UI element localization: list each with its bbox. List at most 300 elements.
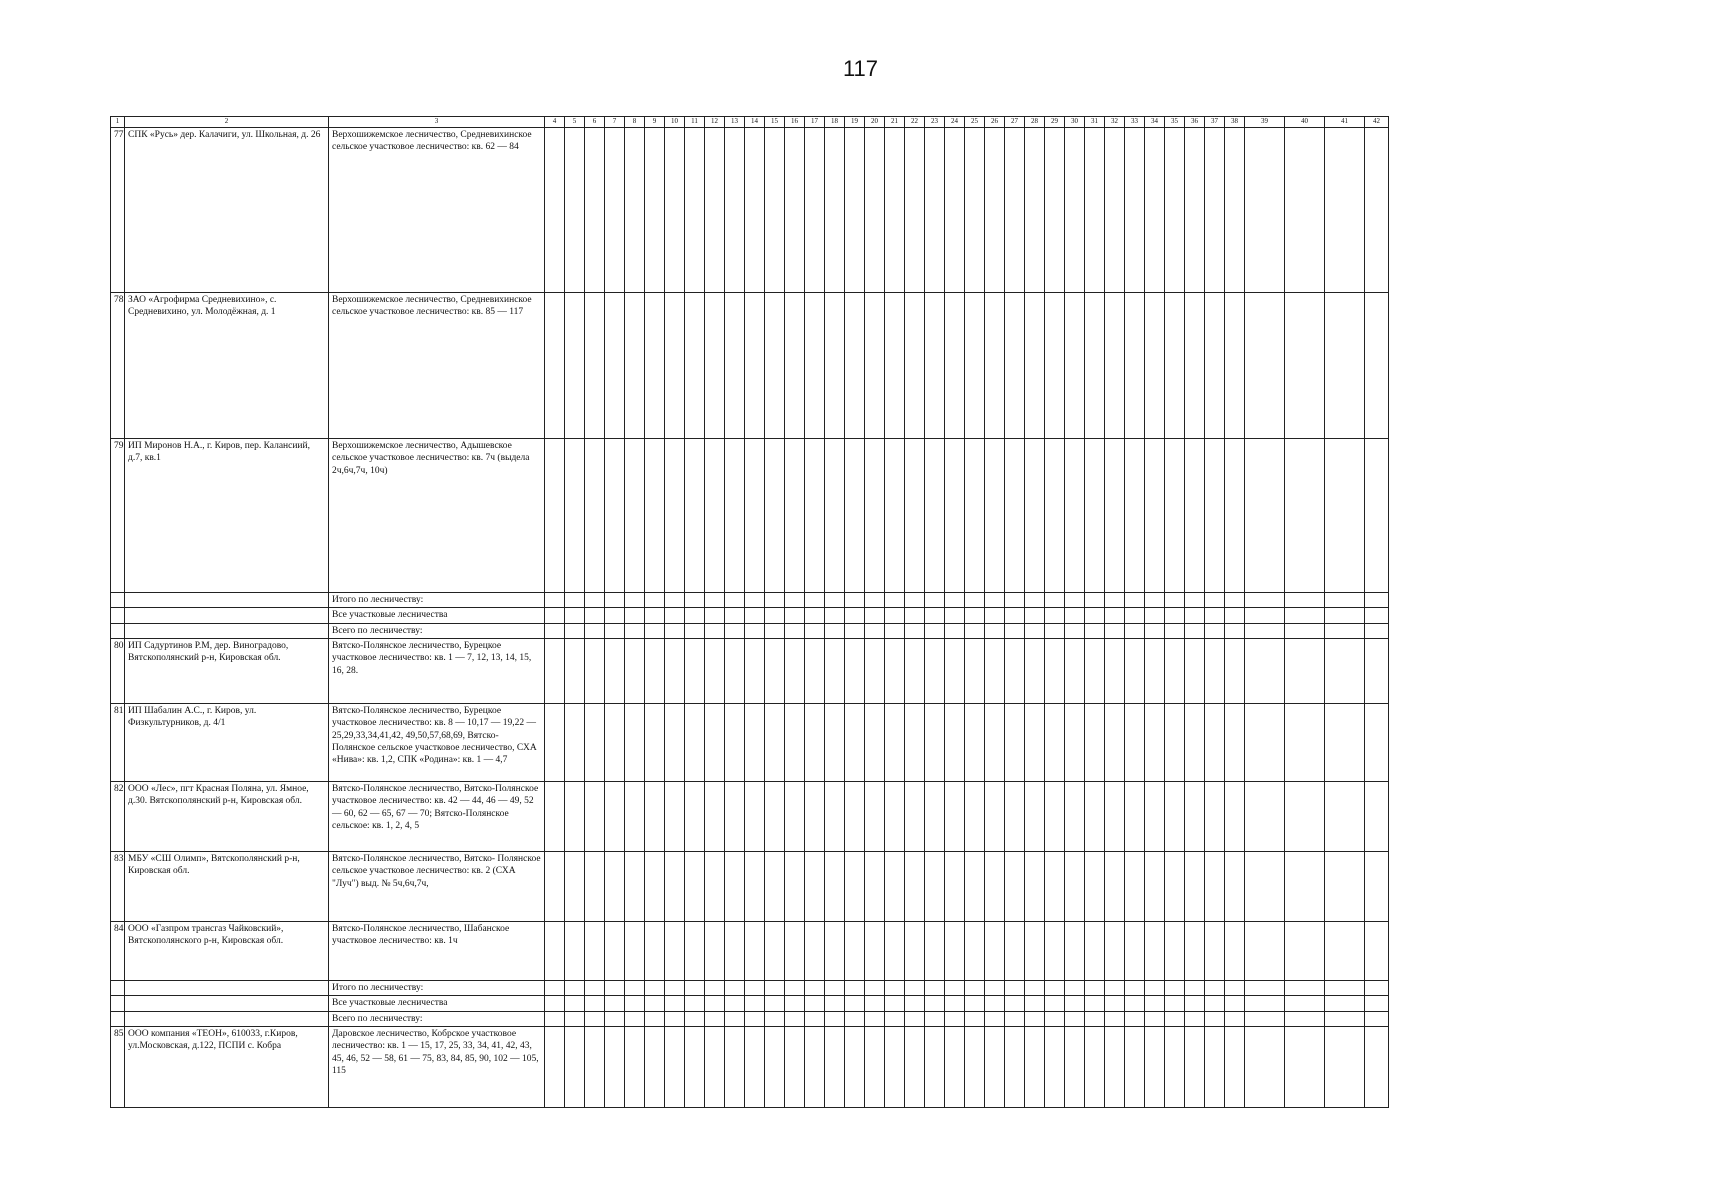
header-cell: 42 [1365, 117, 1389, 128]
column-14-cell [745, 782, 765, 852]
column-9-cell [645, 782, 665, 852]
total-value-cell [985, 608, 1005, 623]
column-10-cell [665, 1027, 685, 1108]
column-4-cell [545, 704, 565, 782]
total-value-cell [685, 593, 705, 608]
column-30-cell [1065, 128, 1085, 293]
total-value-cell [1005, 1011, 1025, 1026]
total-value-cell [1245, 981, 1285, 996]
total-value-cell [985, 623, 1005, 638]
column-35-cell [1165, 852, 1185, 922]
column-40-cell [1285, 439, 1325, 593]
column-16-cell [785, 639, 805, 704]
total-value-cell [665, 996, 685, 1011]
column-10-cell [665, 439, 685, 593]
header-cell: 30 [1065, 117, 1085, 128]
total-value-cell [845, 608, 865, 623]
column-31-cell [1085, 293, 1105, 439]
column-40-cell [1285, 293, 1325, 439]
header-cell: 18 [825, 117, 845, 128]
total-blank-cell [125, 623, 329, 638]
column-25-cell [965, 1027, 985, 1108]
total-value-cell [705, 593, 725, 608]
total-value-cell [785, 996, 805, 1011]
column-25-cell [965, 704, 985, 782]
total-value-cell [725, 608, 745, 623]
column-36-cell [1185, 922, 1205, 981]
column-11-cell [685, 439, 705, 593]
column-42-cell [1365, 782, 1389, 852]
total-value-cell [1085, 996, 1105, 1011]
column-37-cell [1205, 852, 1225, 922]
column-15-cell [765, 128, 785, 293]
column-23-cell [925, 782, 945, 852]
total-value-cell [1225, 1011, 1245, 1026]
column-7-cell [605, 128, 625, 293]
total-value-cell [1045, 623, 1065, 638]
column-27-cell [1005, 639, 1025, 704]
column-17-cell [805, 639, 825, 704]
column-7-cell [605, 1027, 625, 1108]
header-cell: 7 [605, 117, 625, 128]
column-28-cell [1025, 782, 1045, 852]
column-7-cell [605, 439, 625, 593]
column-39-cell [1245, 782, 1285, 852]
column-38-cell [1225, 782, 1245, 852]
column-13-cell [725, 922, 745, 981]
column-14-cell [745, 293, 765, 439]
column-5-cell [565, 439, 585, 593]
total-blank-cell [111, 623, 125, 638]
column-17-cell [805, 852, 825, 922]
column-11-cell [685, 128, 705, 293]
column-23-cell [925, 293, 945, 439]
column-13-cell [725, 439, 745, 593]
table-row [111, 293, 1619, 439]
total-value-cell [1185, 981, 1205, 996]
column-15-cell [765, 782, 785, 852]
column-39-cell [1245, 922, 1285, 981]
total-value-cell [765, 593, 785, 608]
total-value-cell [1325, 1011, 1365, 1026]
column-24-cell [945, 782, 965, 852]
total-value-cell [885, 981, 905, 996]
column-6-cell [585, 782, 605, 852]
column-5-cell [565, 1027, 585, 1108]
header-cell: 22 [905, 117, 925, 128]
owner-cell: МБУ «СШ Олимп», Вятскополянский р-н, Кировская обл. [125, 852, 329, 922]
column-27-cell [1005, 439, 1025, 593]
column-22-cell [905, 293, 925, 439]
owner-cell: ООО компания «ТЕОН», 610033, г.Киров, ул.Московская, д.122, ПСПИ с. Кобра [125, 1027, 329, 1108]
owner-cell: ИП Шабалин А.С., г. Киров, ул. Физкультурников, д. 4/1 [125, 704, 329, 782]
total-value-cell [1025, 593, 1045, 608]
column-4-cell [545, 128, 565, 293]
column-18-cell [825, 639, 845, 704]
total-value-cell [1205, 593, 1225, 608]
column-16-cell [785, 128, 805, 293]
total-value-cell [705, 981, 725, 996]
column-42-cell [1365, 1027, 1389, 1108]
header-cell: 1 [111, 117, 125, 128]
column-30-cell [1065, 852, 1085, 922]
column-8-cell [625, 704, 645, 782]
column-8-cell [625, 293, 645, 439]
column-18-cell [825, 782, 845, 852]
total-value-cell [1085, 608, 1105, 623]
column-42-cell [1365, 293, 1389, 439]
total-value-cell [865, 996, 885, 1011]
total-blank-cell [111, 1011, 125, 1026]
column-22-cell [905, 704, 925, 782]
column-8-cell [625, 1027, 645, 1108]
total-value-cell [645, 996, 665, 1011]
total-blank-cell [125, 1011, 329, 1026]
column-32-cell [1105, 782, 1125, 852]
total-value-cell [685, 623, 705, 638]
column-5-cell [565, 852, 585, 922]
column-9-cell [645, 922, 665, 981]
column-32-cell [1105, 639, 1125, 704]
total-value-cell [545, 996, 565, 1011]
column-4-cell [545, 922, 565, 981]
total-value-cell [1005, 593, 1025, 608]
header-cell: 23 [925, 117, 945, 128]
column-20-cell [865, 704, 885, 782]
total-value-cell [645, 608, 665, 623]
total-value-cell [745, 981, 765, 996]
header-cell: 4 [545, 117, 565, 128]
column-21-cell [885, 293, 905, 439]
column-12-cell [705, 639, 725, 704]
column-10-cell [665, 852, 685, 922]
column-15-cell [765, 922, 785, 981]
column-35-cell [1165, 782, 1185, 852]
column-7-cell [605, 704, 625, 782]
column-32-cell [1105, 704, 1125, 782]
row-number-cell: 80 [111, 639, 125, 704]
total-value-cell [1285, 996, 1325, 1011]
total-value-cell [825, 981, 845, 996]
total-value-cell [645, 1011, 665, 1026]
total-value-cell [1045, 608, 1065, 623]
column-24-cell [945, 704, 965, 782]
total-value-cell [1285, 981, 1325, 996]
column-4-cell [545, 1027, 565, 1108]
total-value-cell [1145, 981, 1165, 996]
total-label-cell: Все участковые лесничества [329, 608, 545, 623]
column-19-cell [845, 782, 865, 852]
header-cell: 2 [125, 117, 329, 128]
column-34-cell [1145, 852, 1165, 922]
total-row [111, 1011, 1619, 1026]
total-value-cell [1105, 1011, 1125, 1026]
column-29-cell [1045, 1027, 1065, 1108]
column-14-cell [745, 852, 765, 922]
total-value-cell [605, 981, 625, 996]
column-24-cell [945, 922, 965, 981]
column-6-cell [585, 128, 605, 293]
column-13-cell [725, 639, 745, 704]
total-value-cell [1045, 1011, 1065, 1026]
total-value-cell [1065, 608, 1085, 623]
header-cell: 36 [1185, 117, 1205, 128]
column-13-cell [725, 704, 745, 782]
column-9-cell [645, 639, 665, 704]
column-37-cell [1205, 439, 1225, 593]
total-value-cell [1125, 593, 1145, 608]
total-value-cell [1105, 593, 1125, 608]
total-value-cell [985, 981, 1005, 996]
column-40-cell [1285, 922, 1325, 981]
total-value-cell [1005, 623, 1025, 638]
column-16-cell [785, 293, 805, 439]
column-33-cell [1125, 1027, 1145, 1108]
total-value-cell [885, 1011, 905, 1026]
total-value-cell [905, 1011, 925, 1026]
total-value-cell [1065, 593, 1085, 608]
column-4-cell [545, 852, 565, 922]
total-value-cell [645, 593, 665, 608]
row-number-cell: 83 [111, 852, 125, 922]
total-value-cell [1065, 623, 1085, 638]
header-cell: 32 [1105, 117, 1125, 128]
total-value-cell [1365, 608, 1389, 623]
total-value-cell [825, 996, 845, 1011]
column-19-cell [845, 639, 865, 704]
column-9-cell [645, 1027, 665, 1108]
column-20-cell [865, 639, 885, 704]
total-value-cell [925, 623, 945, 638]
column-27-cell [1005, 852, 1025, 922]
column-12-cell [705, 1027, 725, 1108]
total-value-cell [945, 996, 965, 1011]
column-20-cell [865, 128, 885, 293]
total-value-cell [745, 996, 765, 1011]
column-31-cell [1085, 1027, 1105, 1108]
total-value-cell [1025, 1011, 1045, 1026]
total-value-cell [1025, 608, 1045, 623]
total-value-cell [905, 623, 925, 638]
column-35-cell [1165, 922, 1185, 981]
header-cell: 11 [685, 117, 705, 128]
location-cell: Вятско-Полянское лесничество, Бурецкое участковое лесничество: кв. 1 — 7, 12, 13, 14, 15, 16, 28. [329, 639, 545, 704]
total-value-cell [745, 1011, 765, 1026]
total-value-cell [565, 981, 585, 996]
column-39-cell [1245, 639, 1285, 704]
total-value-cell [785, 981, 805, 996]
column-22-cell [905, 852, 925, 922]
total-value-cell [1105, 981, 1125, 996]
column-9-cell [645, 439, 665, 593]
total-value-cell [705, 623, 725, 638]
column-30-cell [1065, 439, 1085, 593]
column-8-cell [625, 639, 645, 704]
column-36-cell [1185, 704, 1205, 782]
total-value-cell [725, 996, 745, 1011]
column-29-cell [1045, 128, 1065, 293]
total-value-cell [1285, 1011, 1325, 1026]
column-29-cell [1045, 782, 1065, 852]
total-value-cell [1365, 593, 1389, 608]
column-23-cell [925, 704, 945, 782]
column-18-cell [825, 439, 845, 593]
total-blank-cell [111, 996, 125, 1011]
row-number-cell: 82 [111, 782, 125, 852]
column-42-cell [1365, 439, 1389, 593]
column-7-cell [605, 293, 625, 439]
column-20-cell [865, 852, 885, 922]
column-39-cell [1245, 1027, 1285, 1108]
total-value-cell [845, 981, 865, 996]
header-cell: 25 [965, 117, 985, 128]
total-value-cell [1185, 593, 1205, 608]
column-30-cell [1065, 704, 1085, 782]
total-value-cell [1205, 1011, 1225, 1026]
table-row [111, 704, 1619, 782]
column-40-cell [1285, 704, 1325, 782]
total-value-cell [725, 981, 745, 996]
total-value-cell [805, 593, 825, 608]
column-7-cell [605, 922, 625, 981]
column-17-cell [805, 1027, 825, 1108]
total-value-cell [685, 1011, 705, 1026]
column-30-cell [1065, 293, 1085, 439]
total-value-cell [965, 593, 985, 608]
total-value-cell [1225, 608, 1245, 623]
total-value-cell [725, 1011, 745, 1026]
column-12-cell [705, 782, 725, 852]
column-17-cell [805, 922, 825, 981]
total-value-cell [965, 981, 985, 996]
column-33-cell [1125, 782, 1145, 852]
total-value-cell [845, 1011, 865, 1026]
column-36-cell [1185, 1027, 1205, 1108]
column-20-cell [865, 782, 885, 852]
owner-cell: ЗАО «Агрофирма Средневихино», с. Средневихино, ул. Молодёжная, д. 1 [125, 293, 329, 439]
header-cell: 3 [329, 117, 545, 128]
column-24-cell [945, 439, 965, 593]
column-21-cell [885, 852, 905, 922]
column-31-cell [1085, 922, 1105, 981]
column-23-cell [925, 439, 945, 593]
total-blank-cell [125, 608, 329, 623]
total-value-cell [585, 623, 605, 638]
column-11-cell [685, 639, 705, 704]
header-cell: 17 [805, 117, 825, 128]
column-17-cell [805, 293, 825, 439]
total-value-cell [1285, 623, 1325, 638]
total-value-cell [685, 996, 705, 1011]
column-22-cell [905, 439, 925, 593]
total-value-cell [1245, 1011, 1285, 1026]
column-15-cell [765, 704, 785, 782]
column-33-cell [1125, 704, 1145, 782]
total-value-cell [1065, 996, 1085, 1011]
location-cell: Верхошижемское лесничество, Адышевское сельское участковое лесничество: кв. 7ч (выдела 2ч,6ч,7ч, 10ч) [329, 439, 545, 593]
column-15-cell [765, 293, 785, 439]
total-value-cell [545, 1011, 565, 1026]
column-34-cell [1145, 293, 1165, 439]
total-value-cell [665, 593, 685, 608]
column-24-cell [945, 1027, 965, 1108]
column-29-cell [1045, 439, 1065, 593]
column-38-cell [1225, 128, 1245, 293]
total-value-cell [1105, 608, 1125, 623]
column-15-cell [765, 1027, 785, 1108]
column-40-cell [1285, 782, 1325, 852]
column-38-cell [1225, 704, 1245, 782]
column-26-cell [985, 439, 1005, 593]
column-10-cell [665, 782, 685, 852]
column-10-cell [665, 293, 685, 439]
location-cell: Верхошижемское лесничество, Средневихинское сельское участковое лесничество: кв. 62 — 84 [329, 128, 545, 293]
total-value-cell [745, 608, 765, 623]
column-35-cell [1165, 704, 1185, 782]
column-37-cell [1205, 704, 1225, 782]
column-25-cell [965, 639, 985, 704]
total-value-cell [1185, 996, 1205, 1011]
column-42-cell [1365, 128, 1389, 293]
owner-cell: ИП Миронов Н.А., г. Киров, пер. Калансиий, д.7, кв.1 [125, 439, 329, 593]
column-23-cell [925, 128, 945, 293]
total-value-cell [1165, 608, 1185, 623]
total-value-cell [1045, 981, 1065, 996]
column-17-cell [805, 704, 825, 782]
column-18-cell [825, 704, 845, 782]
column-34-cell [1145, 922, 1165, 981]
column-32-cell [1105, 293, 1125, 439]
total-value-cell [805, 996, 825, 1011]
total-value-cell [885, 996, 905, 1011]
header-cell: 12 [705, 117, 725, 128]
owner-cell: ИП Садуртинов Р.М, дер. Виноградово, Вятскополянский р-н, Кировская обл. [125, 639, 329, 704]
table-row [111, 639, 1619, 704]
total-value-cell [805, 623, 825, 638]
column-11-cell [685, 782, 705, 852]
column-27-cell [1005, 128, 1025, 293]
column-21-cell [885, 639, 905, 704]
total-value-cell [1365, 996, 1389, 1011]
column-31-cell [1085, 639, 1105, 704]
column-39-cell [1245, 128, 1285, 293]
header-cell: 29 [1045, 117, 1065, 128]
column-39-cell [1245, 852, 1285, 922]
column-8-cell [625, 782, 645, 852]
total-value-cell [865, 981, 885, 996]
column-30-cell [1065, 1027, 1085, 1108]
total-value-cell [785, 1011, 805, 1026]
total-value-cell [625, 981, 645, 996]
column-4-cell [545, 439, 565, 593]
column-21-cell [885, 1027, 905, 1108]
column-8-cell [625, 439, 645, 593]
column-30-cell [1065, 782, 1085, 852]
total-value-cell [1205, 996, 1225, 1011]
column-35-cell [1165, 128, 1185, 293]
total-value-cell [865, 608, 885, 623]
column-8-cell [625, 128, 645, 293]
column-37-cell [1205, 639, 1225, 704]
column-29-cell [1045, 852, 1065, 922]
column-41-cell [1325, 782, 1365, 852]
column-37-cell [1205, 128, 1225, 293]
total-value-cell [1245, 996, 1285, 1011]
owner-cell: ООО «Газпром трансгаз Чайковский», Вятскополянского р-н, Кировская обл. [125, 922, 329, 981]
column-39-cell [1245, 293, 1285, 439]
column-14-cell [745, 704, 765, 782]
row-number-cell: 77 [111, 128, 125, 293]
